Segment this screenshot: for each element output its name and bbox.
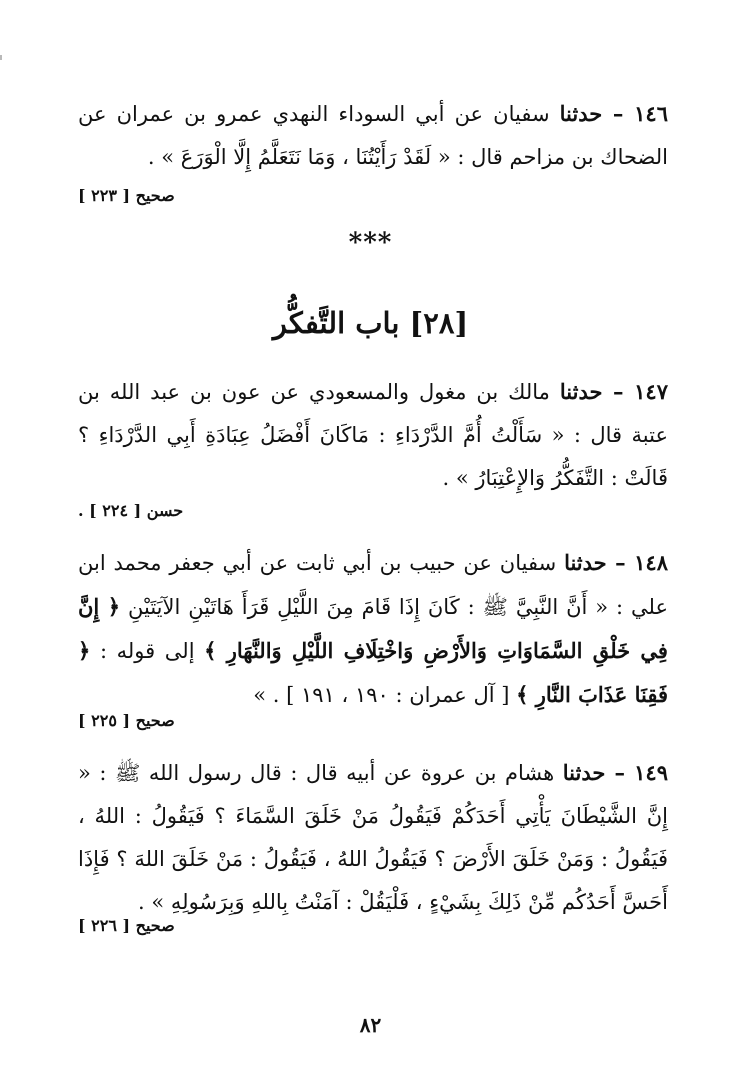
hadith-146	[78, 92, 668, 179]
page-number: ٨٢	[359, 1013, 382, 1037]
hadith-148	[78, 541, 668, 717]
hadith-146-lead: ١٤٦ – حدثنا	[559, 101, 668, 126]
hadith-148-lead: ١٤٨ – حدثنا	[564, 550, 668, 575]
grade-149: صحيح [ ٢٢٦ ]	[78, 916, 175, 935]
quran-reference: [ آل عمران : ١٩٠ ، ١٩١ ] . »	[253, 683, 510, 707]
grade-148: صحيح [ ٢٢٥ ]	[78, 711, 175, 730]
hadith-148-body: سفيان عن حبيب بن أبي ثابت عن أبي جعفر محمد ابن علي : « أَنَّ النَّبِيَّ ﷺ : كَانَ إِذَا قَامَ مِنَ اللَّيْلِ قَرَأَ هَاتَيْنِ الآيَتَيْنِ	[78, 551, 668, 619]
grade-147: حسن [ ٢٢٤ ] .	[78, 501, 184, 520]
quran-verse-2: ﴿ فَقِنَا عَذَابَ النَّارِ ﴾	[78, 638, 668, 707]
hadith-147-lead: ١٤٧ – حدثنا	[559, 379, 668, 404]
chapter-title: [٢٨] باب التَّفكُّر	[272, 306, 469, 340]
hadith-149	[78, 751, 668, 924]
hadith-147	[78, 370, 668, 500]
hadith-146-body: سفيان عن أبي السوداء النهدي عمرو بن عمران عن الضحاك بن مزاحم قال : « لَقَدْ رَأَيْتُنَا ، وَمَا نَتَعَلَّمُ إِلَّا الْوَرَعَ » .	[78, 102, 668, 169]
grade-146: صحيح [ ٢٢٣ ]	[78, 186, 175, 205]
hadith-148-transition: إلى قوله :	[99, 639, 195, 663]
quran-verse-1: ﴿ إِنَّ فِي خَلْقِ السَّمَاوَاتِ وَالأَرْضِ وَاخْتِلَافِ اللَّيْلِ وَالنَّهَارِ ﴾	[78, 594, 668, 663]
section-separator: ***	[348, 228, 393, 258]
hadith-147-body: مالك بن مغول والمسعودي عن عون بن عبد الله بن عتبة قال : « سَأَلْتُ أُمَّ الدَّرْدَاءِ : مَاكَانَ أَفْضَلُ عِبَادَةِ أَبِي الدَّرْدَاءِ ؟ قَالَتْ : التَّفَكُّرُ وَالإِعْتِبَارُ » .	[78, 380, 668, 490]
hadith-149-lead: ١٤٩ – حدثنا	[562, 760, 668, 785]
hadith-149-body: هشام بن عروة عن أبيه قال : قال رسول الله ﷺ : « إِنَّ الشَّيْطَانَ يَأْتِي أَحَدَكُمْ فَيَقُولُ مَنْ خَلَقَ السَّمَاءَ ؟ فَيَقُولُ : اللهُ ، فَيَقُولُ : وَمَنْ خَلَقَ الأَرْضَ ؟ فَيَقُولُ اللهُ ، فَيَقُولُ : مَنْ خَلَقَ اللهَ ؟ فَإِذَا أَحَسَّ أَحَدُكُم مِّنْ ذَلِكَ بِشَيْءٍ ، فَلْيَقُلْ : آمَنْتُ بِاللهِ وَبِرَسُولِهِ » .	[78, 761, 668, 914]
margin-mark	[0, 55, 2, 60]
